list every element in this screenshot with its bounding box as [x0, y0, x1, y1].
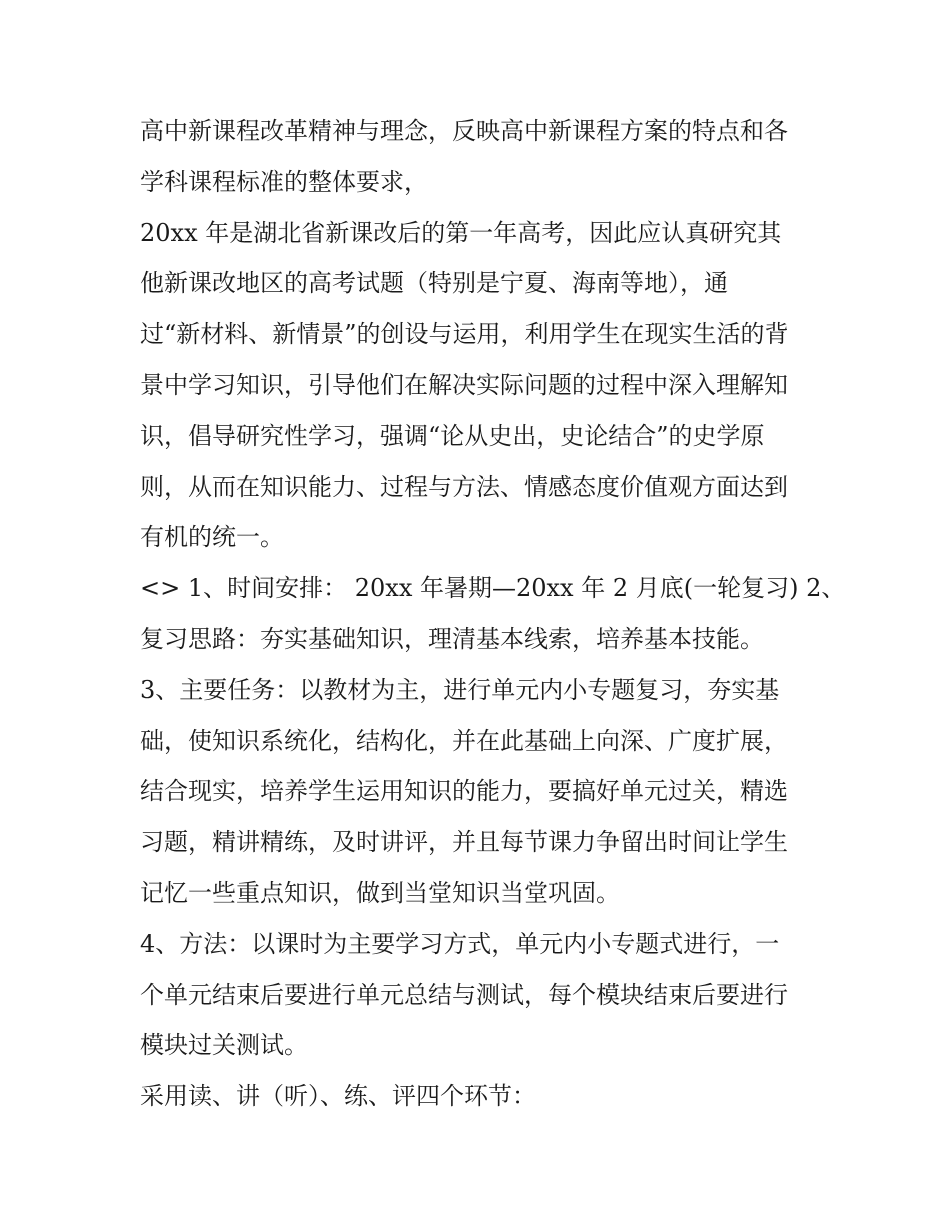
body-text [140, 106, 846, 1122]
text-line: 有机的统一。 [140, 523, 284, 552]
text-line: 他新课改地区的高考试题（特别是宁夏、海南等地），通 [140, 269, 728, 298]
text-line: 础，使知识系统化，结构化，并在此基础上向深、广度扩展， [140, 726, 788, 755]
text-line: 3、主要任务：以教材为主，进行单元内小专题复习，夯实基 [140, 675, 780, 704]
text-line: 结合现实，培养学生运用知识的能力，要搞好单元过关，精选 [140, 777, 788, 806]
text-line: <> 1、时间安排： 20xx 年暑期—20xx 年 2 月底(一轮复习) 2、 [140, 574, 846, 603]
text-line: 4、方法：以课时为主要学习方式，单元内小专题式进行，一 [140, 929, 780, 958]
text-line: 采用读、讲（听）、练、评四个环节： [140, 1082, 536, 1111]
text-line: 过“新材料、新情景”的创设与运用，利用学生在现实生活的背 [140, 320, 789, 349]
text-line: 复习思路：夯实基础知识，理清基本线索，培养基本技能。 [140, 624, 764, 653]
text-line: 20xx 年是湖北省新课改后的第一年高考，因此应认真研究其 [140, 218, 782, 247]
text-line: 高中新课程改革精神与理念，反映高中新课程方案的特点和各 [140, 117, 788, 145]
text-line: 识，倡导研究性学习，强调“论从史出，史论结合”的史学原 [140, 421, 765, 450]
text-line: 模块过关测试。 [140, 1031, 308, 1060]
text-line: 学科课程标准的整体要求， [140, 167, 428, 196]
text-line: 则，从而在知识能力、过程与方法、情感态度价值观方面达到 [140, 472, 788, 501]
text-line: 景中学习知识，引导他们在解决实际问题的过程中深入理解知 [140, 370, 788, 399]
text-line: 记忆一些重点知识，做到当堂知识当堂巩固。 [140, 878, 620, 907]
text-line: 个单元结束后要进行单元总结与测试，每个模块结束后要进行 [140, 980, 788, 1009]
text-line: 习题，精讲精练，及时讲评，并且每节课力争留出时间让学生 [140, 828, 788, 857]
